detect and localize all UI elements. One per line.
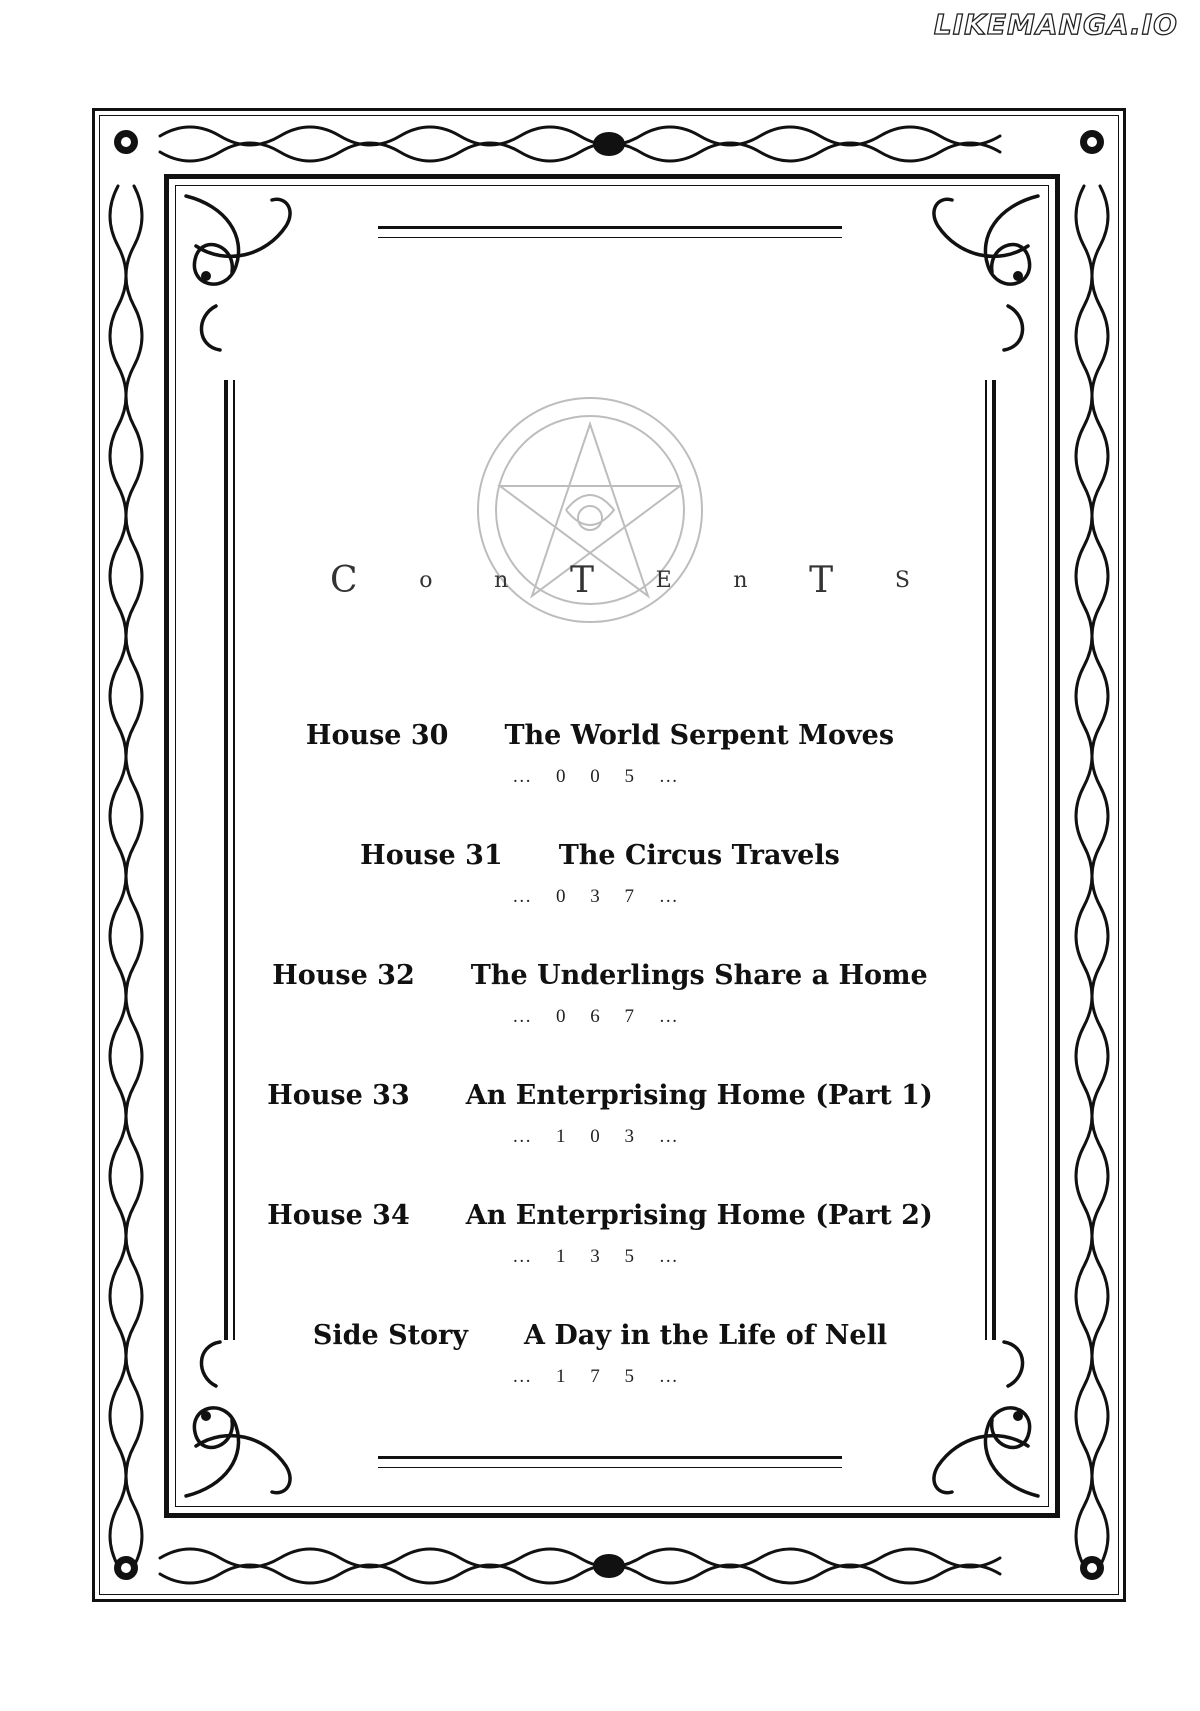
chapter-title: The World Serpent Moves xyxy=(504,720,895,751)
heading-letter: S xyxy=(894,567,910,593)
chapter-number: House 30 xyxy=(305,720,449,751)
pentagram-seal xyxy=(470,360,710,660)
toc-entry xyxy=(267,1200,932,1231)
chapter-title: An Enterprising Home (Part 1) xyxy=(465,1080,933,1111)
page-number: … 1 0 3 … xyxy=(512,1126,688,1147)
heading-letter: T xyxy=(569,559,594,601)
chapter-number: House 34 xyxy=(267,1200,410,1231)
chapter-title: The Underlings Share a Home xyxy=(470,960,928,991)
left-rule xyxy=(224,380,228,1340)
heading-letter: T xyxy=(809,559,834,601)
chapter-number: House 31 xyxy=(360,840,503,871)
chapter-title: An Enterprising Home (Part 2) xyxy=(465,1200,933,1231)
page-number: … 0 6 7 … xyxy=(512,1006,688,1027)
page-number: … 1 7 5 … xyxy=(512,1366,688,1387)
chapter-number: House 32 xyxy=(272,960,415,991)
toc-entry xyxy=(360,840,840,871)
chapter-title: A Day in the Life of Nell xyxy=(523,1320,888,1351)
heading-letter: n xyxy=(494,567,509,593)
chapter-number: House 33 xyxy=(267,1080,410,1111)
toc-entry xyxy=(267,1080,932,1111)
toc-entry xyxy=(306,720,894,751)
site-watermark: LIKEMANGA.IO xyxy=(933,8,1178,41)
page-number: … 1 3 5 … xyxy=(512,1246,688,1267)
heading-letter: E xyxy=(655,567,672,593)
heading-letter: o xyxy=(419,567,433,593)
chapter-title: The Circus Travels xyxy=(558,840,840,871)
contents-heading xyxy=(330,555,910,605)
page-number: … 0 3 7 … xyxy=(512,886,688,907)
right-rule xyxy=(992,380,996,1340)
heading-letter: C xyxy=(330,559,358,601)
bottom-rule xyxy=(378,1456,842,1468)
page-number: … 0 0 5 … xyxy=(512,766,688,787)
toc-entry xyxy=(272,960,928,991)
heading-letter: n xyxy=(733,567,748,593)
chapter-number: Side Story xyxy=(312,1320,468,1351)
toc-entry xyxy=(313,1320,887,1351)
top-rule xyxy=(378,226,842,238)
